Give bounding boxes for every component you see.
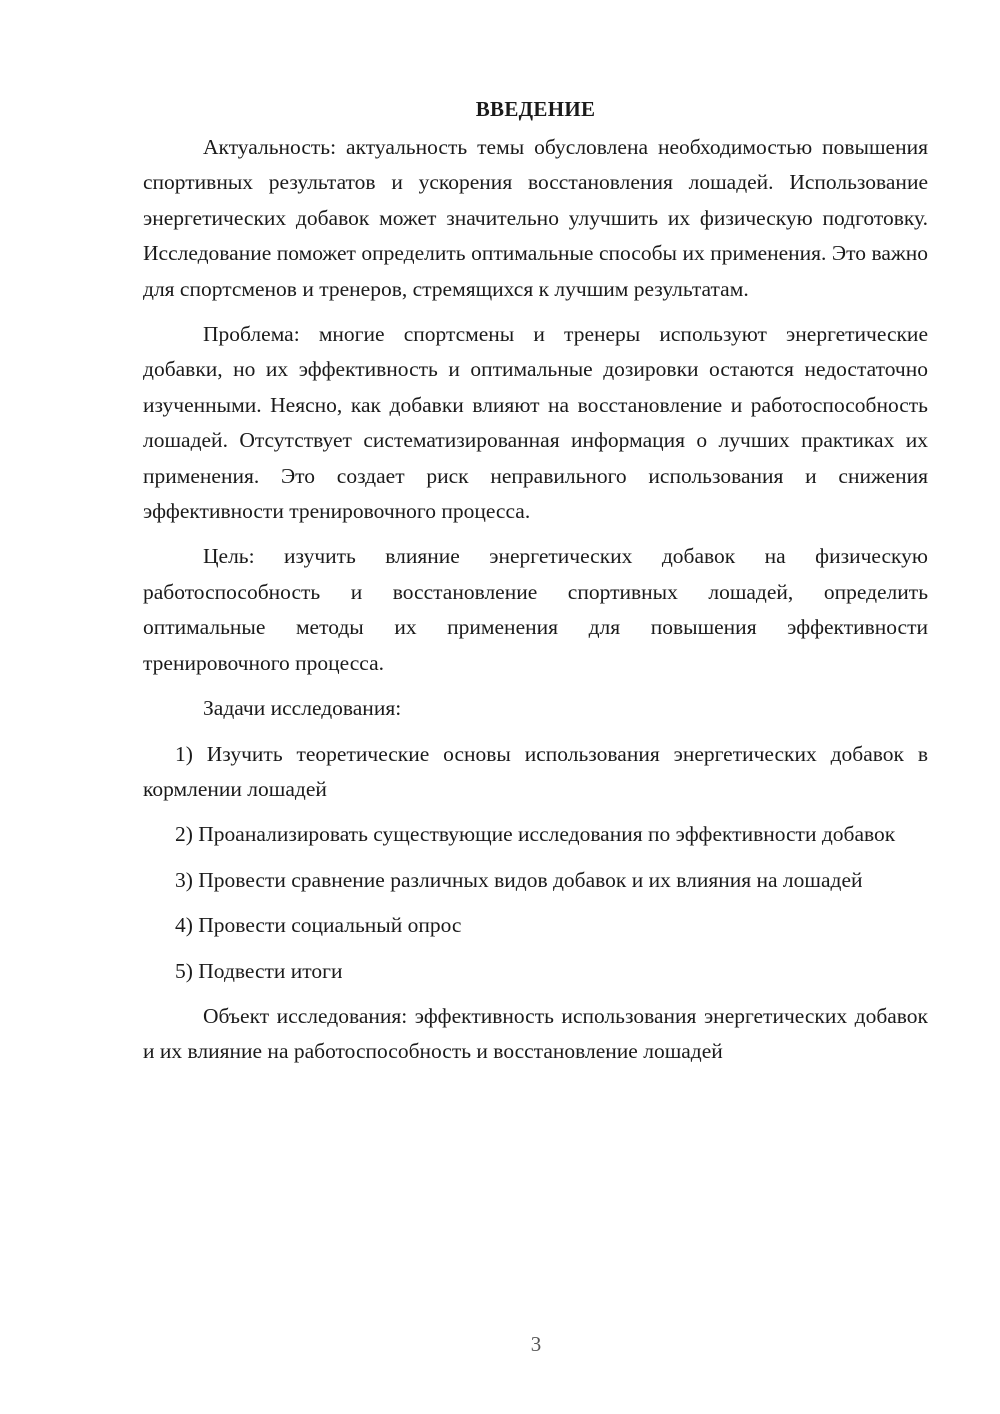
page-number: 3	[530, 1332, 542, 1356]
task-item: 3) Провести сравнение различных видов добавок и их влияния на лошадей	[175, 867, 863, 892]
paragraph-problem: Проблема: многие спортсмены и тренеры используют энергетические добавки, но их эффективность и оптимальные дозировки остаются недостаточно изученными. Неясно, как добавки влияют на восстановление и работоспособность лошадей. Отсутствует систематизированная информация о лучших практиках их применения. Это создает риск неправильного использования и снижения эффективности тренировочного процесса.	[143, 322, 928, 524]
paragraph-goal: Цель: изучить влияние энергетических добавок на физическую работоспособность и восстановление спортивных лошадей, определить оптимальные методы их применения для повышения эффективности тренировочного процесса.	[143, 544, 928, 675]
document-page	[143, 92, 928, 1080]
tasks-heading: Задачи исследования:	[203, 696, 402, 721]
task-item: 1) Изучить теоретические основы использования энергетических добавок в кормлении лошадей	[143, 741, 928, 801]
section-title: ВВЕДЕНИЕ	[475, 97, 596, 121]
paragraph-relevance: Актуальность: актуальность темы обусловлена необходимостью повышения спортивных результатов и ускорения восстановления лошадей. Использование энергетических добавок может значительно улучшить их физическую подготовку. Исследование поможет определить оптимальные способы их применения. Это важно для спортсменов и тренеров, стремящихся к лучшим результатам.	[143, 135, 928, 301]
task-item: 4) Провести социальный опрос	[175, 913, 462, 938]
task-item: 5) Подвести итоги	[175, 958, 343, 983]
task-item: 2) Проанализировать существующие исследования по эффективности добавок	[175, 822, 896, 847]
paragraph-object: Объект исследования: эффективность использования энергетических добавок и их влияние на работоспособность и восстановление лошадей	[143, 1003, 928, 1064]
